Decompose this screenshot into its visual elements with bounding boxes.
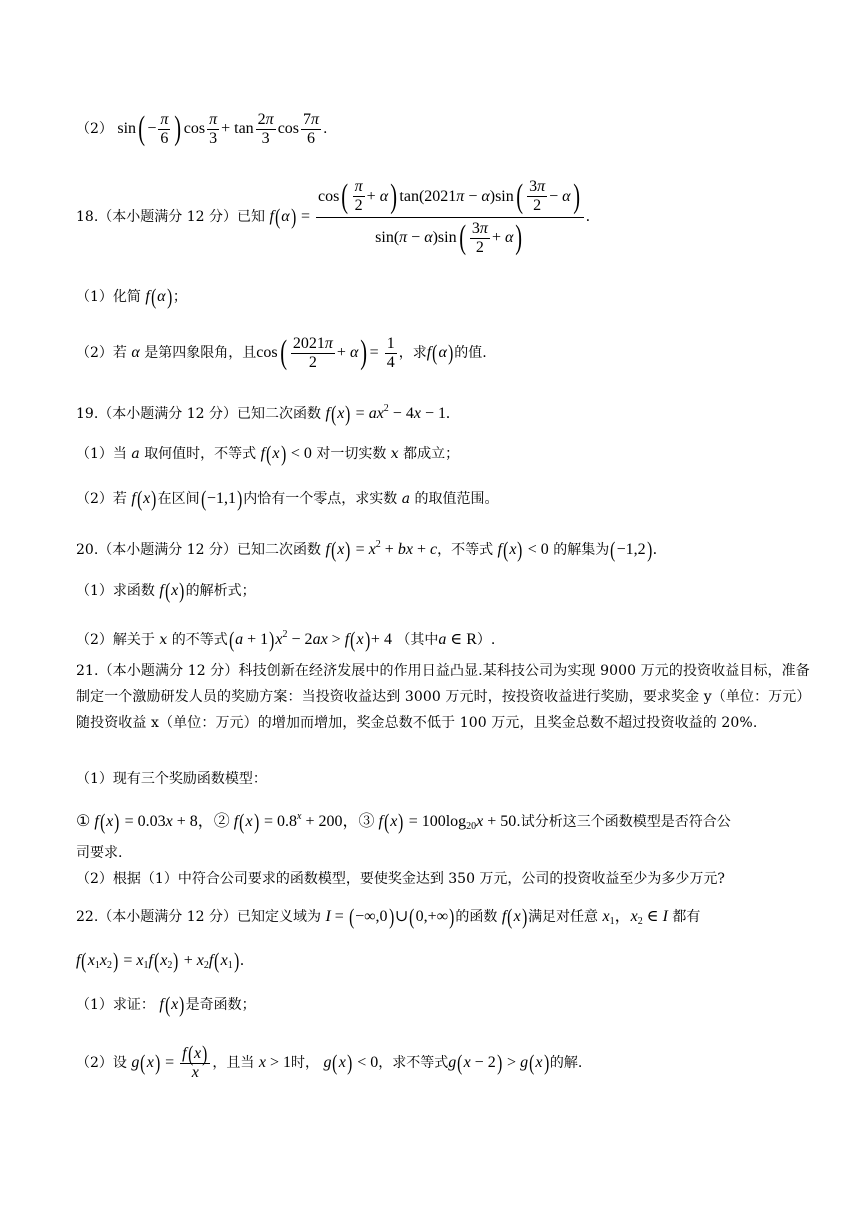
q22-part1: （1）求证： f(x)是奇函数；	[76, 992, 256, 1018]
q18-part2: （2）若 α 是第四象限角，且cos( $\frac{2021\pi}{2}$ + α) = $\frac{1}{4}$ ，求f(α)的值.	[76, 334, 487, 372]
q18-function-definition: f(α) = cos( $\frac{\pi}{2}$ + α) tan(2021π − α)sin( $\frac{3\pi}{2}$ − α) sin(π − α)sin( $\frac{3\pi}{2}$ + α) .	[269, 177, 590, 257]
q21-models-cont: 司要求.	[76, 845, 123, 861]
q21-model-list: ① f(x) = 0.03x + 8，② $f(x) = 0.8^x + 200$，③ $f(x) = 100\log_{20}x + 50$	[76, 809, 517, 835]
q17-part2: （2） sin( − $\frac{\pi}{6}$ ) cos $\frac{\pi}{3}$ + tan $\frac{2\pi}{3}$ cos $\frac{7\pi}{6}$ .	[76, 110, 328, 148]
q22-identity: $f(x_1x_2) = x_1f(x_2) + x_2f(x_1)$.	[76, 948, 245, 974]
q19-part2: （2）若 f(x)在区间(−1,1)内恰有一个零点，求实数 a 的取值范围。	[76, 486, 499, 512]
q22-header: 22.（本小题满分 12 分）已知定义域为 I = (−∞,0)∪(0,+∞)的函数 f(x)满足对任意 $x_1$，$x_2$ ∈ I 都有	[76, 904, 701, 930]
q22-part2: （2）设 g(x) = $\frac{f(x)}{x}$ ，且当 x > 1时， g(x) < 0，求不等式g(x − 2) > g(x)的解.	[76, 1041, 583, 1081]
q20-part2: （2）解关于 x 的不等式$(a + 1)x^2 - 2ax > f(x)+ 4$ （其中a ∈ R）.	[76, 627, 496, 653]
q21-models: ① f(x) = 0.03x + 8，② $f(x) = 0.8^x + 200$，③ $f(x) = 100\log_{20}x + 50$.试分析这三个函数模型是否符合公	[76, 809, 731, 835]
q21-part2: （2）根据（1）中符合公司要求的函数模型，要使奖金达到 350 万元，公司的投资收益至少为多少万元?	[76, 871, 725, 887]
q18-header: 18.（本小题满分 12 分）已知 f(α) = cos( $\frac{\pi}{2}$ + α) tan(2021π − α)sin( $\frac{3\pi}{2}$ − α) sin(π − α)sin( $\frac{3\pi}{2}$ + α) .	[76, 177, 590, 257]
q21-part1: （1）现有三个奖励函数模型：	[76, 771, 267, 787]
q17-expression: sin( − $\frac{\pi}{6}$ ) cos $\frac{\pi}{3}$ + tan $\frac{2\pi}{3}$ cos $\frac{7\pi}{6}$	[117, 110, 320, 148]
q19-header: 19.（本小题满分 12 分）已知二次函数 $f(x) = ax^2 - 4x - 1$.	[76, 401, 450, 427]
q18-part1: （1）化简 f(α)；	[76, 284, 187, 310]
q20-part1: （1）求函数 f(x)的解析式；	[76, 578, 256, 604]
q21-paragraph: 21.（本小题满分 12 分）科技创新在经济发展中的作用日益凸显.某科技公司为实现 9000 万元的投资收益目标，准备制定一个激励研发人员的奖励方案：当投资收益达到 3000 万元时，按投资收益进行奖励，要求奖金 y（单位：万元）随投资收益 x（单位：万元）的增加而增加，奖金总数不低于 100 万元，且奖金总数不超过投资收益的 20%.	[76, 663, 811, 731]
q20-header: 20.（本小题满分 12 分）已知二次函数 $f(x) = x^2$ + bx + c，不等式 f(x) < 0 的解集为(−1,2).	[76, 537, 657, 563]
q19-part1: （1）当 a 取何值时，不等式 f(x) < 0 对一切实数 x 都成立；	[76, 441, 460, 467]
